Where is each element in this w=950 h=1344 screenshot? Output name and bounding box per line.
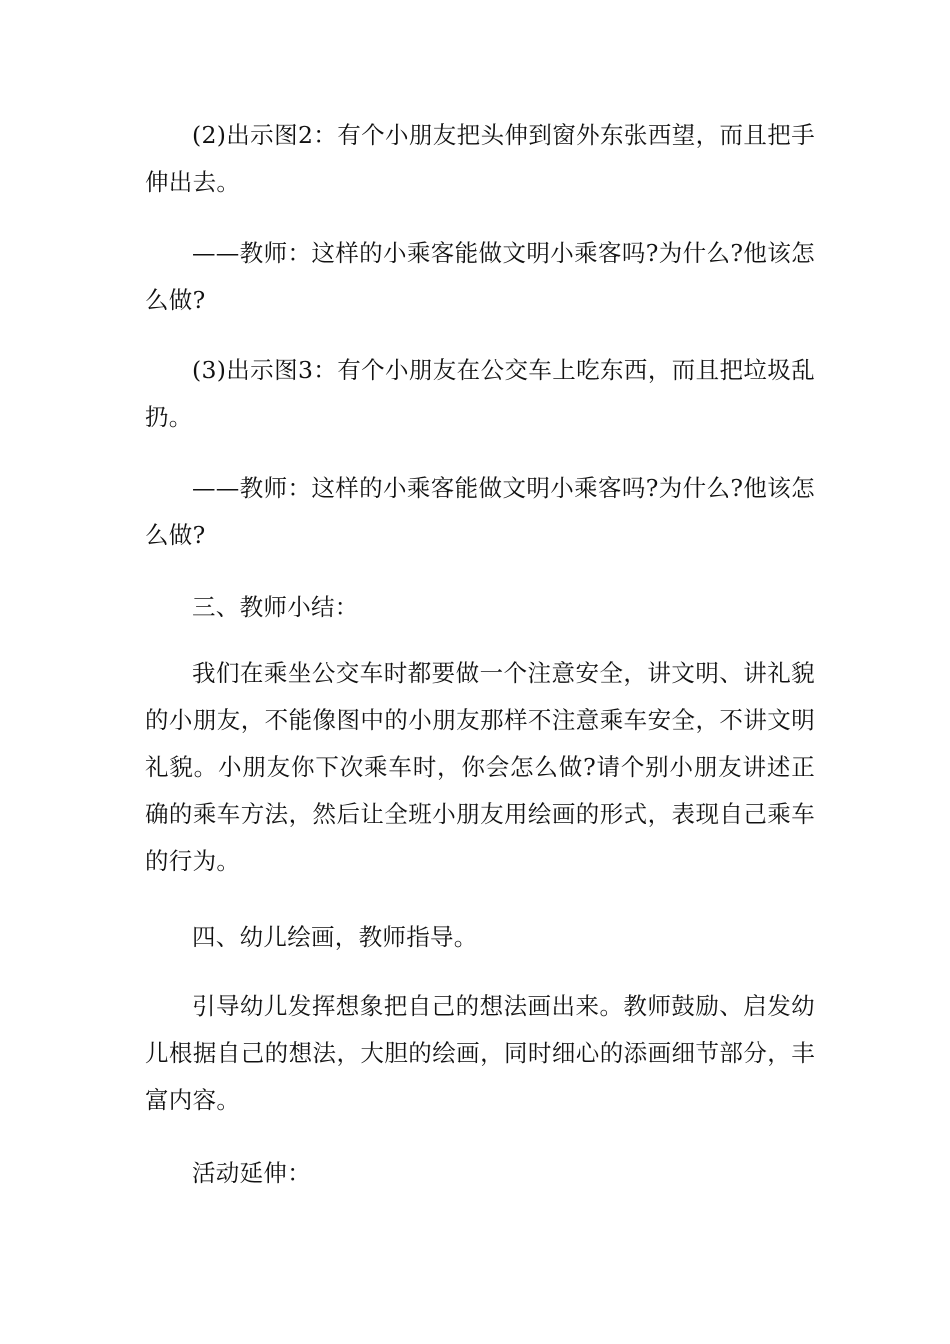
paragraph-drawing-guidance: 引导幼儿发挥想象把自己的想法画出来。教师鼓励、启发幼儿根据自己的想法，大胆的绘画，同时细心的添画细节部分，丰富内容。 [145, 992, 815, 1114]
section-heading-activity-extension: 活动延伸： [192, 1159, 311, 1187]
paragraph-summary-body: 我们在乘坐公交车时都要做一个注意安全，讲文明、讲礼貌的小朋友，不能像图中的小朋友那样不注意乘车安全，不讲文明礼貌。小朋友你下次乘车时，你会怎么做?请个别小朋友讲述正确的乘车方法，然后让全班小朋友用绘画的形式，表现自己乘车的行为。 [145, 659, 815, 875]
paragraph-show-picture-2: (2)出示图2：有个小朋友把头伸到窗外东张西望，而且把手伸出去。 [145, 121, 815, 196]
paragraph-teacher-question-1: ——教师：这样的小乘客能做文明小乘客吗?为什么?他该怎么做? [145, 239, 815, 314]
section-heading-child-drawing: 四、幼儿绘画，教师指导。 [192, 923, 478, 951]
section-heading-teacher-summary: 三、教师小结： [192, 593, 359, 621]
paragraph-teacher-question-2: ——教师：这样的小乘客能做文明小乘客吗?为什么?他该怎么做? [145, 474, 815, 549]
paragraph-show-picture-3: (3)出示图3：有个小朋友在公交车上吃东西，而且把垃圾乱扔。 [145, 356, 815, 431]
